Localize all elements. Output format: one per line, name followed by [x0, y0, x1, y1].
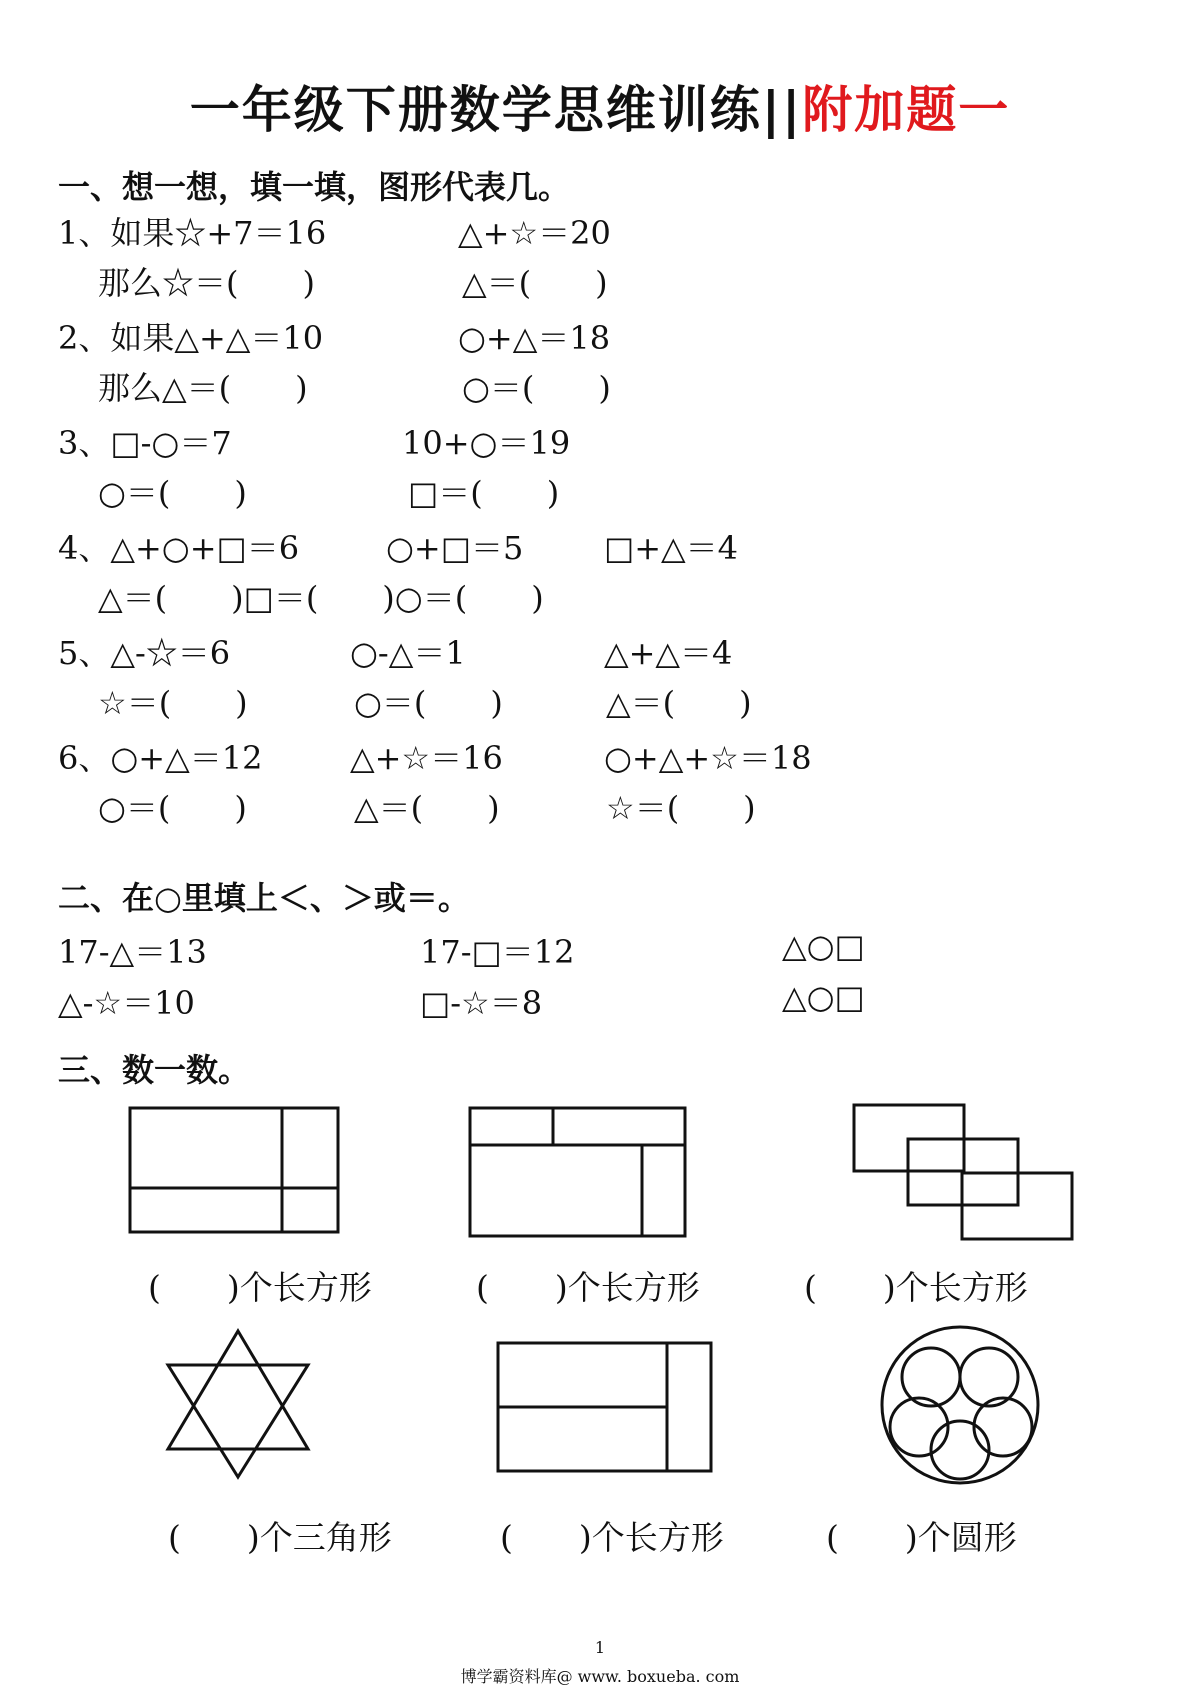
problem3-a2: □＝( ): [408, 474, 560, 512]
section3-heading: 三、数一数。: [58, 1051, 251, 1089]
problem6-q2: △+☆＝16: [350, 739, 503, 777]
problem6-a3: ☆＝( ): [606, 789, 756, 827]
problem3-q1: 3、□-○＝7: [58, 424, 232, 462]
problem1-q2: △+☆＝20: [458, 214, 611, 252]
section2-heading: 二、在○里填上＜、＞或＝。: [58, 879, 470, 917]
problem1-a2: △＝( ): [462, 264, 608, 302]
section1-heading: 一、想一想，填一填，图形代表几。: [58, 168, 571, 206]
figure6-inner-circle-3: [974, 1398, 1032, 1456]
problem1-q1: 1、如果☆+7＝16: [58, 214, 327, 252]
problem4-q3: □+△＝4: [604, 529, 739, 567]
figure6-outer-circle: [882, 1327, 1038, 1483]
figure-hexagram: [160, 1325, 310, 1485]
title-subtitle: 附加题一: [802, 81, 1011, 139]
compare-row1-middle: 17-□＝12: [420, 933, 575, 971]
compare-row1-right: △○□: [782, 927, 865, 965]
problem5-a3: △＝( ): [606, 684, 752, 722]
figure6-inner-circle-5: [890, 1398, 948, 1456]
problem2-q2: ○+△＝18: [458, 319, 611, 357]
caption-figure-2: ( )个长方形: [476, 1268, 700, 1307]
figure6-inner-circle-4: [931, 1421, 989, 1479]
figure-circles: [875, 1320, 1045, 1490]
problem3-a1: ○＝( ): [98, 474, 247, 512]
problem5-q2: ○-△＝1: [350, 634, 466, 672]
figure2-outer-rect: [470, 1108, 685, 1236]
problem4-a1: △＝( )□＝( )○＝( ): [98, 579, 544, 617]
problem5-q1: 5、△-☆＝6: [58, 634, 231, 672]
compare-row2-right: △○□: [782, 978, 865, 1016]
caption-figure-6: ( )个圆形: [826, 1518, 1017, 1557]
compare-row2-left: △-☆＝10: [58, 984, 195, 1022]
figure-rectangles-1: [120, 1100, 350, 1236]
figure-rectangles-2: [460, 1100, 700, 1240]
figure6-inner-circle-1: [902, 1348, 960, 1406]
problem4-q2: ○+□＝5: [386, 529, 524, 567]
figure-rectangles-4: [490, 1335, 720, 1480]
problem5-a2: ○＝( ): [354, 684, 503, 722]
page-number: 1: [594, 1638, 606, 1657]
problem4-q1: 4、△+○+□＝6: [58, 529, 300, 567]
compare-row2-middle: □-☆＝8: [420, 984, 543, 1022]
figure-rectangles-3: [840, 1095, 1080, 1245]
problem6-a2: △＝( ): [354, 789, 500, 827]
problem3-q2: 10+○＝19: [402, 424, 571, 462]
figure1-outer-rect: [130, 1108, 338, 1232]
caption-figure-5: ( )个长方形: [500, 1518, 724, 1557]
problem5-a1: ☆＝( ): [98, 684, 248, 722]
problem5-q3: △+△＝4: [604, 634, 733, 672]
footer-source: 博学霸资料库@ www. boxueba. com: [460, 1667, 740, 1686]
caption-figure-1: ( )个长方形: [148, 1268, 372, 1307]
compare-row1-left: 17-△＝13: [58, 933, 207, 971]
figure4-triangle-down: [168, 1365, 308, 1477]
page-title: [0, 70, 1200, 142]
caption-figure-4: ( )个三角形: [168, 1518, 392, 1557]
problem2-a2: ○＝( ): [462, 369, 611, 407]
title-main: 一年级下册数学思维训练: [189, 81, 762, 139]
problem6-a1: ○＝( ): [98, 789, 247, 827]
problem6-q3: ○+△+☆＝18: [604, 739, 812, 777]
caption-figure-3: ( )个长方形: [804, 1268, 1028, 1307]
figure4-triangle-up: [168, 1331, 308, 1449]
problem2-a1: 那么△＝( ): [98, 369, 308, 407]
problem2-q1: 2、如果△+△＝10: [58, 319, 324, 357]
problem1-a1: 那么☆＝( ): [98, 264, 315, 302]
problem6-q1: 6、○+△＝12: [58, 739, 263, 777]
title-divider: ||: [761, 81, 803, 139]
